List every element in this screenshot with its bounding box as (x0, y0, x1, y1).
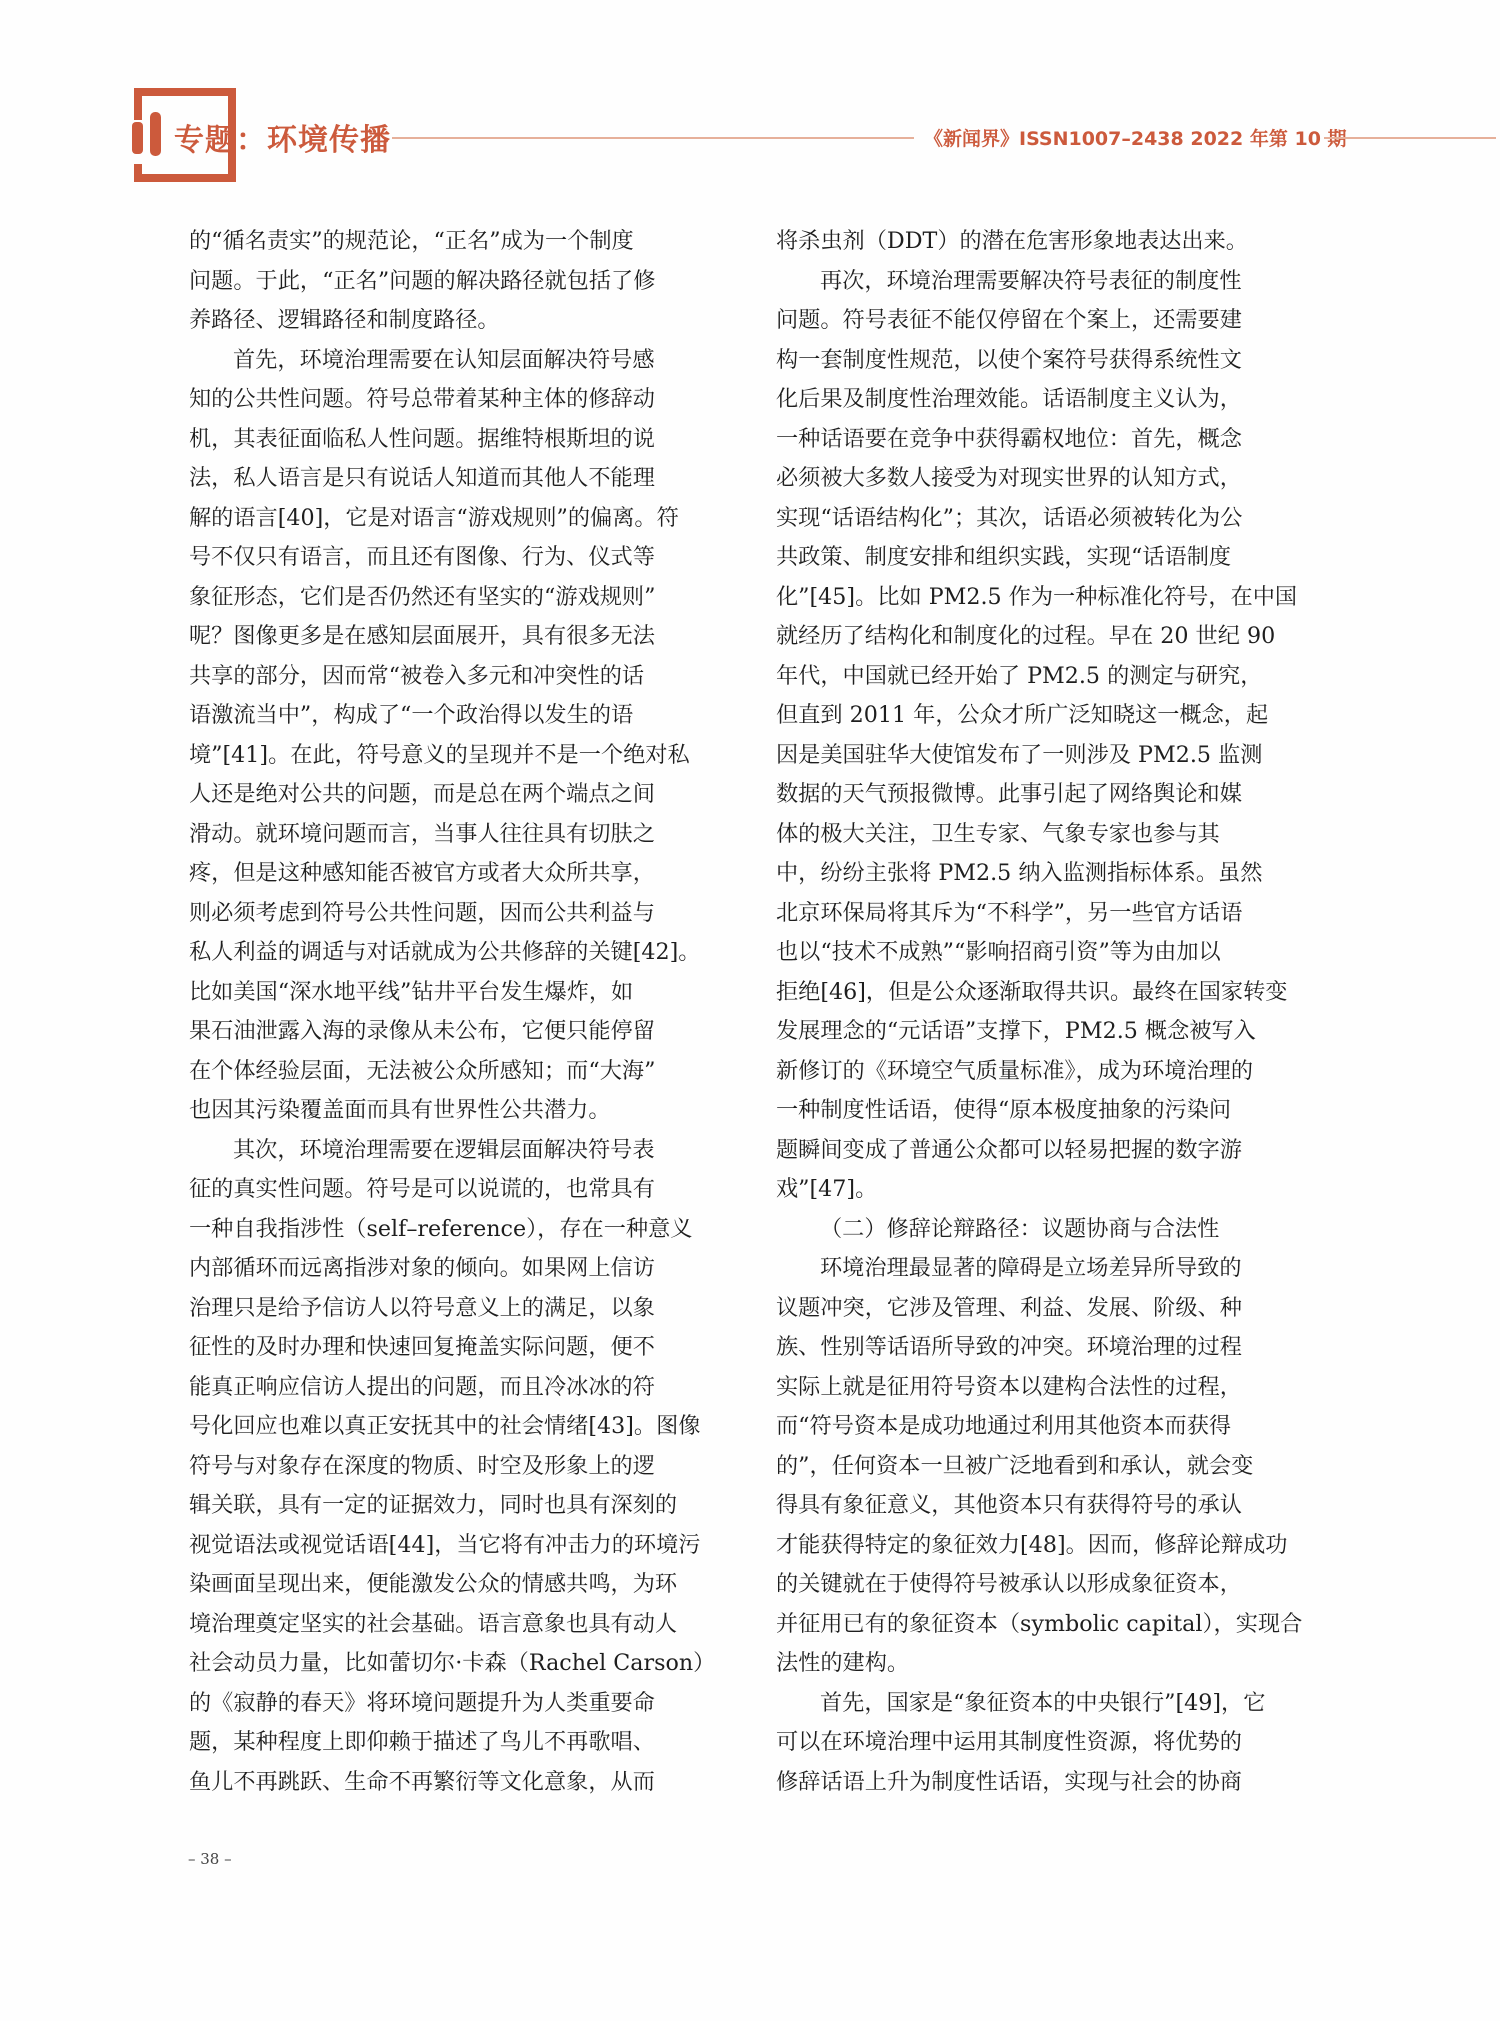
journal-info: 《新闻界》ISSN1007–2438 2022 年第 10 期 (924, 128, 1347, 150)
text-line: 数据的天气预报微博。此事引起了网络舆论和媒 (776, 781, 1242, 807)
text-line: 而“符号资本是成功地通过利用其他资本而获得 (776, 1413, 1232, 1439)
text-line: 比如美国“深水地平线”钻井平台发生爆炸，如 (189, 978, 634, 1005)
text-line: 得具有象征意义，其他资本只有获得符号的承认 (776, 1492, 1242, 1518)
text-line: 并征用已有的象征资本（symbolic capital），实现合 (776, 1610, 1303, 1637)
text-line: 发展理念的“元话语”支撑下，PM2.5 概念被写入 (776, 1018, 1256, 1044)
text-line: 能真正响应信访人提出的问题，而且冷冰冰的符 (189, 1373, 655, 1400)
text-line: 新修订的《环境空气质量标准》，成为环境治理的 (776, 1057, 1254, 1084)
text-line: 北京环保局将其斥为“不科学”，另一些官方话语 (776, 899, 1243, 926)
text-line: 社会动员力量，比如蕾切尔·卡森（Rachel Carson） (189, 1650, 716, 1676)
text-line: 因是美国驻华大使馆发布了一则涉及 PM2.5 监测 (776, 741, 1263, 768)
text-line: 议题冲突，它涉及管理、利益、发展、阶级、种 (776, 1294, 1242, 1321)
text-line: 再次，环境治理需要解决符号表征的制度性 (820, 267, 1242, 294)
text-line: 号化回应也难以真正安抚其中的社会情绪[43]。图像 (189, 1413, 701, 1439)
text-line: 符号与对象存在深度的物质、时空及形象上的逻 (189, 1452, 655, 1479)
text-line: 首先，环境治理需要在认知层面解决符号感 (233, 346, 655, 373)
text-line: 一种制度性话语，使得“原本极度抽象的污染问 (776, 1097, 1232, 1123)
text-line: （二）修辞论辩路径：议题协商与合法性 (820, 1215, 1220, 1242)
text-line: 解的语言[40]，它是对语言“游戏规则”的偏离。符 (189, 504, 679, 531)
text-line: 染画面呈现出来，便能激发公众的情感共鸣，为环 (189, 1571, 678, 1597)
header-rule-left (392, 137, 914, 139)
text-line: 修辞话语上升为制度性话语，实现与社会的协商 (776, 1768, 1242, 1795)
text-line: 化后果及制度性治理效能。话语制度主义认为， (776, 386, 1242, 412)
text-line: 一种自我指涉性（self–reference），存在一种意义 (189, 1215, 693, 1242)
text-line: 也因其污染覆盖面而具有世界性公共潜力。 (189, 1097, 611, 1123)
text-line: 共享的部分，因而常“被卷入多元和冲突性的话 (189, 662, 645, 689)
text-line: 也以“技术不成熟”“影响招商引资”等为由加以 (776, 939, 1221, 965)
text-line: 则必须考虑到符号公共性问题，因而公共利益与 (189, 899, 655, 926)
text-line: 境治理奠定坚实的社会基础。语言意象也具有动人 (189, 1610, 678, 1637)
text-line: 的《寂静的春天》将环境问题提升为人类重要命 (189, 1689, 655, 1716)
text-line: 征的真实性问题。符号是可以说谎的，也常具有 (189, 1176, 655, 1202)
text-line: 将杀虫剂（DDT）的潜在危害形象地表达出来。 (776, 228, 1248, 254)
text-line: 可以在环境治理中运用其制度性资源，将优势的 (776, 1729, 1242, 1755)
text-line: 中，纷纷主张将 PM2.5 纳入监测指标体系。虽然 (776, 860, 1263, 886)
text-line: 年代，中国就已经开始了 PM2.5 的测定与研究， (776, 662, 1263, 689)
text-line: 环境治理最显著的障碍是立场差异所导致的 (820, 1255, 1242, 1281)
text-line: 就经历了结构化和制度化的过程。早在 20 世纪 90 (776, 623, 1276, 649)
text-line: 内部循环而远离指涉对象的倾向。如果网上信访 (189, 1255, 655, 1281)
text-line: 视觉语法或视觉话语[44]，当它将有冲击力的环境污 (189, 1531, 701, 1558)
text-line: 化”[45]。比如 PM2.5 作为一种标准化符号，在中国 (776, 583, 1298, 610)
text-line: 养路径、逻辑路径和制度路径。 (189, 307, 500, 333)
text-line: 才能获得特定的象征效力[48]。因而，修辞论辩成功 (776, 1531, 1288, 1558)
text-line: 呢？图像更多是在感知层面展开，具有很多无法 (189, 623, 655, 649)
text-line: 戏”[47]。 (776, 1176, 878, 1202)
text-line: 治理只是给予信访人以符号意义上的满足，以象 (189, 1294, 655, 1321)
text-line: 必须被大多数人接受为对现实世界的认知方式， (776, 465, 1242, 491)
page-number: – 38 – (188, 1850, 232, 1868)
text-line: 私人利益的调适与对话就成为公共修辞的关键[42]。 (189, 939, 701, 965)
text-line: 构一套制度性规范，以使个案符号获得系统性文 (776, 346, 1242, 373)
text-line: 拒绝[46]，但是公众逐渐取得共识。最终在国家转变 (776, 978, 1288, 1005)
text-line: 法性的建构。 (776, 1650, 910, 1676)
text-line: 的关键就在于使得符号被承认以形成象征资本， (776, 1571, 1242, 1597)
section-title: 专题：环境传播 (174, 123, 391, 158)
text-line: 鱼儿不再跳跃、生命不再繁衍等文化意象，从而 (189, 1768, 655, 1795)
text-line: 其次，环境治理需要在逻辑层面解决符号表 (233, 1136, 655, 1163)
text-line: 征性的及时办理和快速回复掩盖实际问题，便不 (189, 1334, 655, 1360)
left-column (189, 222, 727, 1802)
text-line: 号不仅只有语言，而且还有图像、行为、仪式等 (189, 544, 655, 570)
header-rule-right (1324, 137, 1496, 139)
text-line: 题，某种程度上即仰赖于描述了鸟儿不再歌唱、 (189, 1729, 655, 1755)
text-line: 题瞬间变成了普通公众都可以轻易把握的数字游 (776, 1136, 1242, 1163)
text-line: 问题。符号表征不能仅停留在个案上，还需要建 (776, 307, 1242, 333)
text-line: 首先，国家是“象征资本的中央银行”[49]，它 (820, 1689, 1266, 1716)
text-line: 问题。于此，“正名”问题的解决路径就包括了修 (189, 267, 656, 294)
text-line: 疼，但是这种感知能否被官方或者大众所共享， (189, 860, 655, 886)
text-line: 在个体经验层面，无法被公众所感知；而“大海” (189, 1057, 656, 1084)
text-line: 辑关联，具有一定的证据效力，同时也具有深刻的 (189, 1492, 678, 1518)
text-line: 语激流当中”，构成了“一个政治得以发生的语 (189, 702, 634, 728)
text-line: 机，其表征面临私人性问题。据维特根斯坦的说 (189, 425, 655, 452)
text-line: 的”，任何资本一旦被广泛地看到和承认，就会变 (776, 1452, 1254, 1479)
text-line: 体的极大关注，卫生专家、气象专家也参与其 (776, 820, 1220, 847)
text-line: 的“循名责实”的规范论，“正名”成为一个制度 (189, 228, 634, 254)
text-line: 滑动。就环境问题而言，当事人往往具有切肤之 (189, 820, 655, 847)
text-line: 实现“话语结构化”；其次，话语必须被转化为公 (776, 504, 1243, 531)
text-line: 一种话语要在竞争中获得霸权地位：首先，概念 (776, 425, 1242, 452)
text-line: 实际上就是征用符号资本以建构合法性的过程， (776, 1373, 1242, 1400)
page-header (0, 0, 1500, 200)
text-line: 果石油泄露入海的录像从未公布，它便只能停留 (189, 1018, 655, 1044)
text-line: 族、性别等话语所导致的冲突。环境治理的过程 (776, 1334, 1242, 1360)
text-line: 但直到 2011 年，公众才所广泛知晓这一概念，起 (776, 702, 1269, 728)
text-line: 知的公共性问题。符号总带着某种主体的修辞动 (189, 386, 655, 412)
text-line: 人还是绝对公共的问题，而是总在两个端点之间 (189, 781, 655, 807)
text-line: 境”[41]。在此，符号意义的呈现并不是一个绝对私 (189, 741, 690, 768)
text-line: 法，私人语言是只有说话人知道而其他人不能理 (189, 465, 655, 491)
right-column (776, 222, 1314, 1802)
text-line: 象征形态，它们是否仍然还有坚实的“游戏规则” (189, 583, 656, 610)
text-line: 共政策、制度安排和组织实践，实现“话语制度 (776, 544, 1232, 570)
